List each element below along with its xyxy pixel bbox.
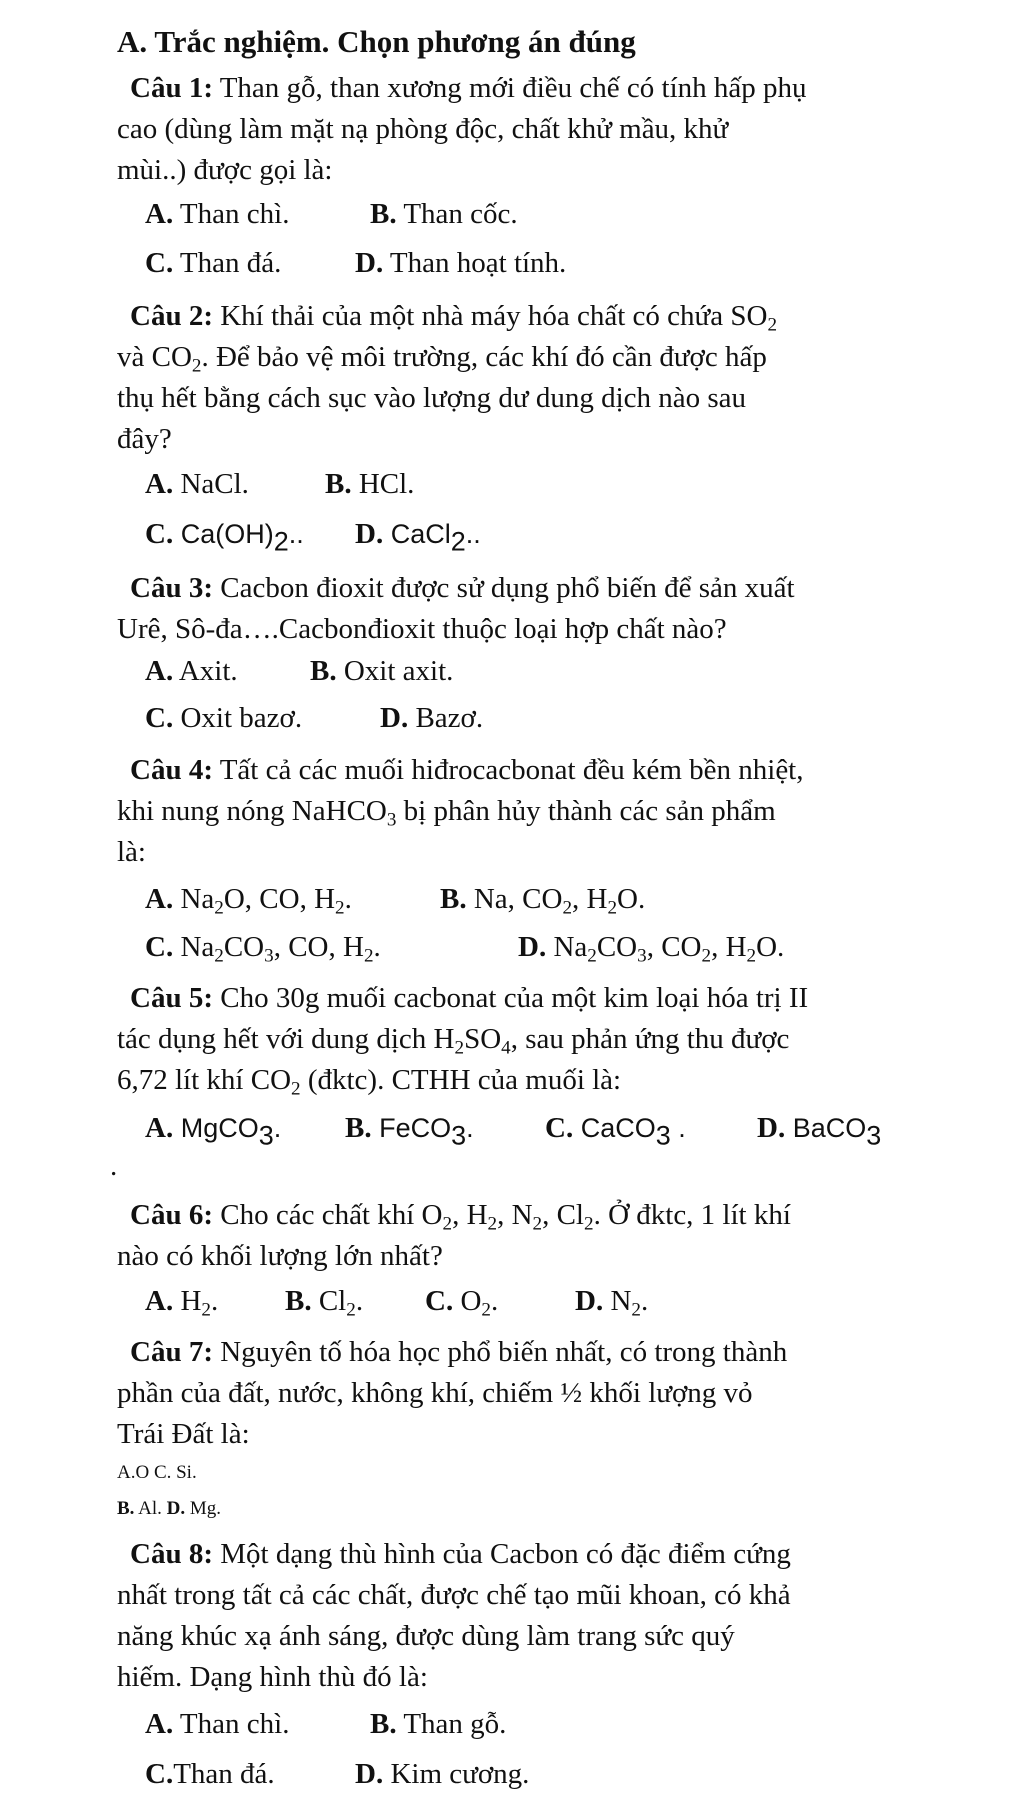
question-5-line-3: 6,72 lít khí $CO_2$ (đktc). CTHH của muối là: (117, 1064, 622, 1100)
stray-dot: . (110, 1150, 118, 1182)
question-8-number: Câu 8: (130, 1538, 213, 1570)
question-4-number: Câu 4: (130, 754, 213, 786)
q5-option-d[interactable]: D. BaCO$_3$ (757, 1112, 882, 1151)
q1-option-b[interactable]: B. Than cốc. (370, 198, 518, 230)
q2-option-a[interactable]: A. NaCl. (145, 468, 249, 500)
question-8-line-4: hiếm. Dạng hình thù đó là: (117, 1661, 428, 1693)
question-4-line-2: khi nung nóng NaHCO$_3$ bị phân hủy thành các sản phẩm (117, 795, 776, 831)
q6-option-b[interactable]: B. $Cl_2$. (285, 1285, 364, 1321)
q3-option-a[interactable]: A. Axit. (145, 655, 238, 687)
question-7-line-2: phần của đất, nước, không khí, chiếm ½ khối lượng vỏ (117, 1377, 753, 1409)
question-4-line-1: Câu 4: Tất cả các muối hiđrocacbonat đều kém bền nhiệt, (130, 754, 804, 786)
question-5-line-2: tác dụng hết với dung dịch $H_2SO_4$, sau phản ứng thu được (117, 1023, 790, 1059)
q2-option-b[interactable]: B. HCl. (325, 468, 415, 500)
section-title: A. Trắc nghiệm. Chọn phương án đúng (117, 24, 636, 59)
question-7-line-3: Trái Đất là: (117, 1418, 250, 1450)
question-6-line-1: Câu 6: Cho các chất khí $O_2$, $H_2$, $N_2$, $Cl_2$. Ở đktc, 1 lít khí (130, 1199, 791, 1235)
q3-option-d[interactable]: D. Bazơ. (380, 702, 484, 734)
q4-option-c[interactable]: C. $Na_2CO_3$, CO, $H_2$. (145, 931, 381, 967)
q8-option-b[interactable]: B. Than gỗ. (370, 1708, 507, 1740)
question-3-number: Câu 3: (130, 572, 213, 604)
q1-option-d[interactable]: D. Than hoạt tính. (355, 247, 567, 279)
q8-option-c[interactable]: C.Than đá. (145, 1758, 275, 1790)
question-7-number: Câu 7: (130, 1336, 213, 1368)
question-5-number: Câu 5: (130, 982, 213, 1014)
question-2-line-2: và $CO_2$. Để bảo vệ môi trường, các khí đó cần được hấp (117, 341, 767, 377)
question-6-line-2: nào có khối lượng lớn nhất? (117, 1240, 443, 1272)
q4-option-d[interactable]: D. $Na_2CO_3$, $CO_2$, $H_2O$. (518, 931, 785, 967)
question-1-line-3: mùi..) được gọi là: (117, 154, 333, 186)
question-4-line-3: là: (117, 836, 146, 868)
q1-option-a[interactable]: A. Than chì. (145, 198, 290, 230)
question-8-line-1: Câu 8: Một dạng thù hình của Cacbon có đặc điểm cứng (130, 1538, 791, 1570)
question-1-line-2: cao (dùng làm mặt nạ phòng độc, chất khử mầu, khử (117, 113, 729, 145)
question-2-line-3: thụ hết bằng cách sục vào lượng dư dung dịch nào sau (117, 382, 747, 414)
q2-option-c[interactable]: C. $Ca(OH)_2$.. (145, 518, 304, 557)
question-1-line-1: Câu 1: Than gỗ, than xương mới điều chế có tính hấp phụ (130, 72, 807, 104)
question-2-line-4: đây? (117, 423, 172, 455)
q5-option-b[interactable]: B. FeCO$_3$. (345, 1112, 474, 1151)
q8-option-d[interactable]: D. Kim cương. (355, 1758, 530, 1790)
q5-option-c[interactable]: C. CaCO$_3$ . (545, 1112, 686, 1151)
q8-option-a[interactable]: A. Than chì. (145, 1708, 290, 1740)
q6-option-c[interactable]: C. $O_2$. (425, 1285, 499, 1321)
question-5-line-1: Câu 5: Cho 30g muối cacbonat của một kim loại hóa trị II (130, 982, 809, 1014)
q4-option-b[interactable]: B. Na, $CO_2$, $H_2O$. (440, 883, 646, 919)
q3-option-c[interactable]: C. Oxit bazơ. (145, 702, 303, 734)
q2-option-d[interactable]: D. CaCl$_2$.. (355, 518, 481, 557)
question-8-line-2: nhất trong tất cả các chất, được chế tạo mũi khoan, có khả (117, 1579, 791, 1611)
q4-option-a[interactable]: A. $Na_2O$, CO, $H_2$. (145, 883, 352, 919)
q1-option-c[interactable]: C. Than đá. (145, 247, 282, 279)
question-3-line-2: Urê, Sô-đa….Cacbonđioxit thuộc loại hợp chất nào? (117, 613, 727, 645)
question-1-number: Câu 1: (130, 72, 213, 104)
question-2-line-1: Câu 2: Khí thải của một nhà máy hóa chất có chứa $SO_2$ (130, 300, 778, 336)
question-3-line-1: Câu 3: Cacbon đioxit được sử dụng phổ biến để sản xuất (130, 572, 795, 604)
q3-option-b[interactable]: B. Oxit axit. (310, 655, 454, 687)
question-2-number: Câu 2: (130, 300, 213, 332)
q7-options-b-d[interactable]: B. Al. D. Mg. (117, 1498, 222, 1519)
q6-option-d[interactable]: D. $N_2$. (575, 1285, 649, 1321)
q5-option-a[interactable]: A. MgCO$_3$. (145, 1112, 282, 1151)
q6-option-a[interactable]: A. $H_2$. (145, 1285, 219, 1321)
question-8-line-3: năng khúc xạ ánh sáng, được dùng làm trang sức quý (117, 1620, 735, 1652)
question-6-number: Câu 6: (130, 1199, 213, 1231)
q7-options-a-c[interactable]: A.O C. Si. (117, 1462, 197, 1483)
question-7-line-1: Câu 7: Nguyên tố hóa học phổ biến nhất, có trong thành (130, 1336, 788, 1368)
